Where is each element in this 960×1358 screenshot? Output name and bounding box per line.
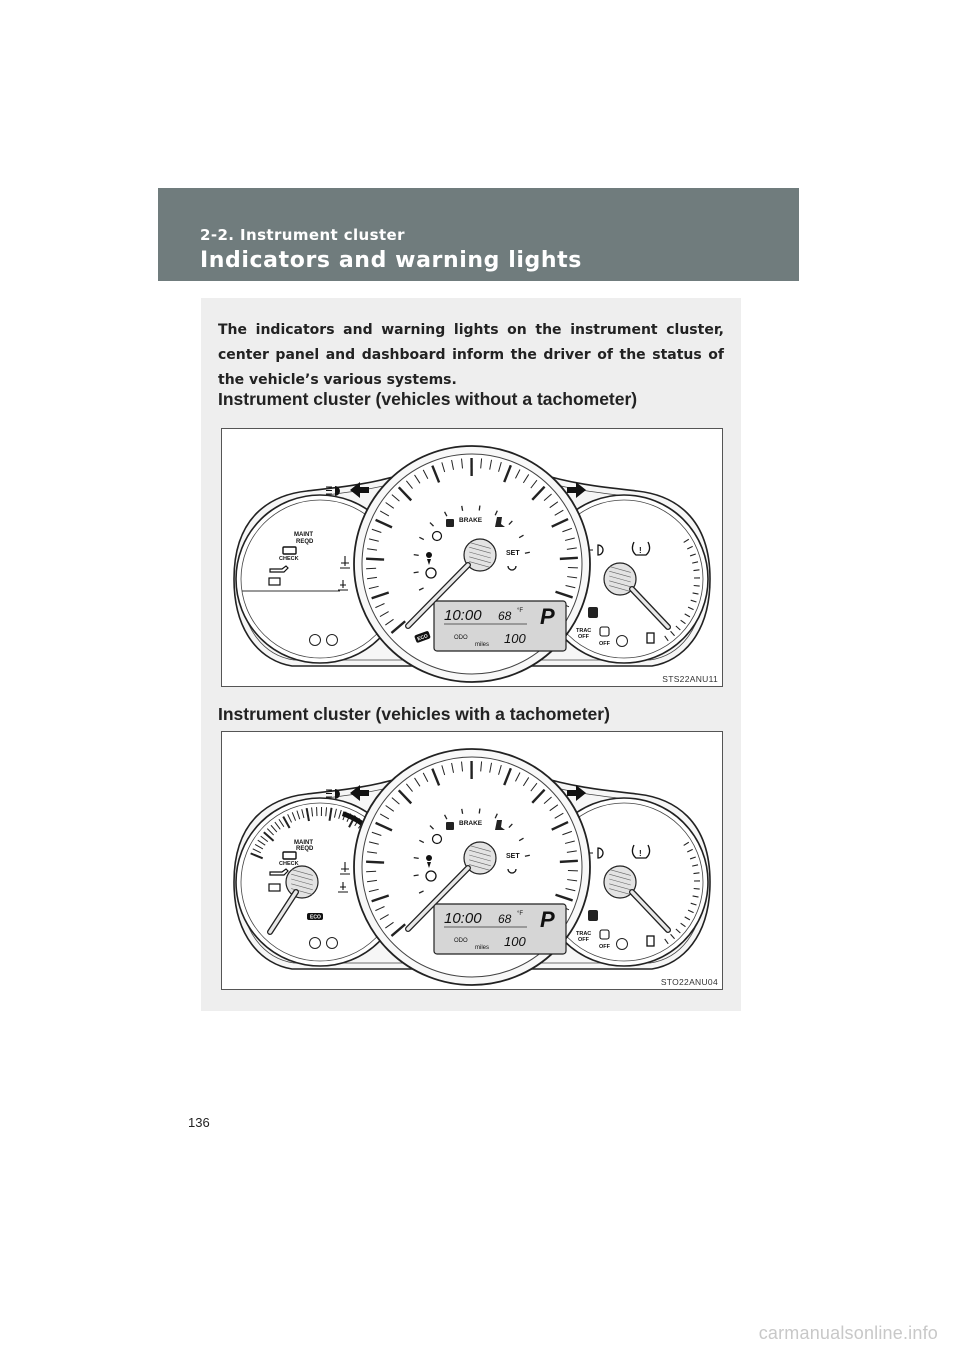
lcd-temp-unit: °F bbox=[517, 608, 524, 614]
trac-label: TRAC bbox=[576, 931, 592, 937]
reqd-label: REQD bbox=[296, 846, 314, 852]
figure-heading-no-tach: Instrument cluster (vehicles without a tachometer) bbox=[218, 389, 638, 409]
cluster bbox=[234, 749, 710, 985]
lcd-gear: P bbox=[540, 604, 555, 629]
lcd-temperature: 68 bbox=[498, 912, 512, 926]
vsc-off-label: OFF bbox=[599, 944, 610, 950]
reqd-label: REQD bbox=[296, 539, 314, 545]
check-label: CHECK bbox=[279, 556, 299, 562]
fuel-tick bbox=[693, 873, 699, 874]
maint-label: MAINT bbox=[294, 840, 313, 846]
speed-inner-tick bbox=[414, 875, 419, 876]
speed-inner-tick bbox=[479, 506, 480, 511]
lcd-display bbox=[434, 904, 566, 954]
speed-inner-tick bbox=[414, 555, 419, 556]
speed-inner-tick bbox=[462, 506, 463, 511]
speed-tick-major bbox=[366, 862, 384, 863]
airbag-icon bbox=[426, 552, 432, 558]
seatbelt-reminder-icon bbox=[446, 822, 454, 830]
page-number: 136 bbox=[188, 1115, 210, 1130]
figure-heading-with-tach: Instrument cluster (vehicles with a tachometer) bbox=[218, 704, 610, 724]
trac-label: TRAC bbox=[576, 628, 592, 634]
section-label: 2-2. Instrument cluster bbox=[200, 226, 405, 244]
lcd-odo-label: ODO bbox=[454, 635, 468, 641]
vsc-off-label: OFF bbox=[599, 641, 610, 647]
brake-label: BRAKE bbox=[459, 517, 483, 524]
slip-indicator-icon bbox=[588, 607, 598, 618]
trac-off-label: OFF bbox=[578, 634, 589, 640]
speed-inner-tick bbox=[462, 809, 463, 814]
brake-label: BRAKE bbox=[459, 820, 483, 827]
lcd-temp-unit: °F bbox=[517, 911, 524, 917]
lcd-clock: 10:00 bbox=[444, 910, 482, 927]
check-label: CHECK bbox=[279, 861, 299, 867]
slip-indicator-icon bbox=[588, 910, 598, 921]
speed-tick-major bbox=[560, 861, 578, 862]
speedometer bbox=[354, 749, 590, 985]
intro-paragraph: The indicators and warning lights on the instrument cluster, center panel and dashboard inform the driver of the status of the vehicle’s various systems. bbox=[218, 322, 724, 388]
lcd-odo-value: 100 bbox=[504, 934, 526, 949]
cluster-figure-with-tach bbox=[221, 731, 723, 990]
lcd-temperature: 68 bbox=[498, 609, 512, 623]
speed-inner-tick bbox=[414, 572, 419, 573]
content-panel bbox=[201, 298, 741, 1011]
figure-code: STS22ANU11 bbox=[662, 674, 718, 684]
speed-tick-major bbox=[366, 559, 384, 560]
maint-label: MAINT bbox=[294, 532, 313, 538]
trac-off-label: OFF bbox=[578, 937, 589, 943]
cluster bbox=[234, 446, 710, 682]
speed-inner-tick bbox=[479, 809, 480, 814]
fuel-tick bbox=[694, 888, 700, 889]
airbag-icon bbox=[426, 855, 432, 861]
speedometer bbox=[354, 446, 590, 682]
eco-label: ECO bbox=[310, 914, 321, 921]
set-label: SET bbox=[506, 550, 520, 557]
figure-code: STO22ANU04 bbox=[660, 977, 718, 987]
cluster-figure-no-tach bbox=[221, 428, 723, 687]
cluster-illustration bbox=[222, 429, 722, 686]
lcd-gear: P bbox=[540, 907, 555, 932]
seatbelt-reminder-icon bbox=[446, 519, 454, 527]
lcd-miles-label: miles bbox=[475, 945, 490, 951]
watermark: carmanualsonline.info bbox=[758, 1323, 938, 1343]
lcd-display bbox=[434, 601, 566, 651]
cluster-illustration bbox=[222, 732, 722, 989]
eco-label: ECO bbox=[416, 633, 429, 643]
lcd-miles-label: miles bbox=[475, 642, 490, 648]
speed-tick-major bbox=[560, 558, 578, 559]
lcd-clock: 10:00 bbox=[444, 607, 482, 624]
tire-pressure-mark: ! bbox=[639, 849, 642, 858]
lcd-odo-label: ODO bbox=[454, 938, 468, 944]
lcd-odo-value: 100 bbox=[504, 631, 526, 646]
speed-inner-tick bbox=[414, 858, 419, 859]
fuel-tick bbox=[694, 585, 700, 586]
set-label: SET bbox=[506, 853, 520, 860]
tire-pressure-mark: ! bbox=[639, 546, 642, 555]
section-header bbox=[158, 188, 799, 281]
page-title: Indicators and warning lights bbox=[200, 248, 582, 273]
fuel-tick bbox=[693, 570, 699, 571]
